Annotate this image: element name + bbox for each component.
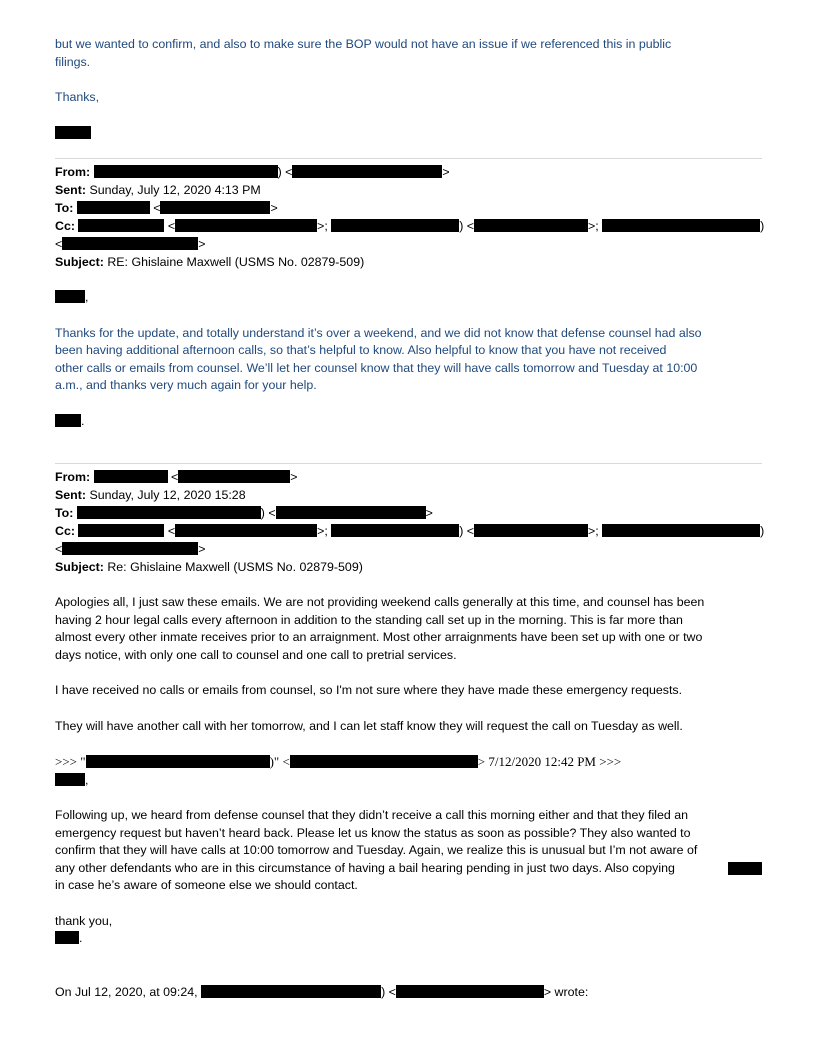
subject-value: RE: Ghislaine Maxwell (USMS No. 02879-509) [107, 255, 365, 269]
signature-redaction-1 [55, 125, 762, 143]
to-row: To: ) < > [55, 506, 433, 520]
header-divider-1 [55, 158, 762, 159]
signature-redaction-3: . [55, 930, 762, 948]
wrote-line: On Jul 12, 2020, at 09:24, ) < > wrote: [55, 984, 589, 999]
redaction-bar [62, 237, 198, 250]
greeting-redaction-1: , [55, 289, 762, 307]
redaction-bar [175, 219, 317, 232]
redaction-bar [602, 524, 760, 537]
from-row: From: < > [55, 470, 298, 484]
email-header-2 [55, 468, 765, 576]
subject-row: Subject: RE: Ghislaine Maxwell (USMS No. 02879-509) [55, 255, 365, 269]
sent-row: Sent: Sunday, July 12, 2020 15:28 [55, 488, 246, 502]
signature-redaction-2: . [55, 413, 762, 431]
redaction-bar [77, 506, 261, 519]
cc-row: Cc: < >; ) < >; ) [55, 524, 765, 538]
sent-value: Sunday, July 12, 2020 15:28 [89, 488, 246, 502]
bop-reply-body: Apologies all, I just saw these emails. We are not providing weekend calls generally at this time, and counsel has been having 2 hour legal calls every afternoon in addition to the standing call set up in the morning. This is far more than almost every other inmate receives prior to an arraignment. Most other arraignments have been set up with one or two days notice, with only one call to counsel and one call to pretrial services. I have received no calls or emails from counsel, so I'm not sure where they have made these emergency requests. They will have another call with her tomorrow, and I can let staff know they will request the call on Tuesday as well. [55, 595, 705, 733]
redaction-bar [94, 470, 168, 483]
redaction-bar [55, 931, 79, 944]
redaction-bar [292, 165, 442, 178]
redaction-bar [78, 219, 164, 232]
redaction-bar [474, 524, 588, 537]
redaction-bar [86, 755, 270, 768]
redaction-bar [290, 755, 478, 768]
to-row: To: < > [55, 201, 278, 215]
redaction-bar [201, 985, 381, 998]
quoted-body: Following up, we heard from defense counsel that they didn’t receive a call this morning either and that they filed an emergency request but haven’t heard back. Please let us know the status as soon as possible? They also wanted to confirm that they will have calls at 10:00 tomorrow and Tuesday. Again, we realize this is unusual but I’m not aware of any other defendants who are in this circumstance of having a bail hearing pending in just two days. Also copying in case he’s aware of someone else we should contact. thank you, . [55, 807, 762, 948]
redaction-bar [728, 862, 762, 875]
reply-body-1: Thanks for the update, and totally understand it’s over a weekend, and we did not know that defense counsel had also been having additional afternoon calls, so that’s helpful to know. Also helpful to know that you have not received other calls or emails from counsel. We’ll let her counsel know that they will have calls tomorrow and Tuesday at 10:00 a.m., and thanks very much again for your help. [55, 325, 702, 392]
redaction-bar [55, 773, 85, 786]
header-divider-2 [55, 463, 762, 464]
cc-row-continued: < > [55, 542, 206, 556]
cc-row-continued: < > [55, 237, 206, 251]
sent-value: Sunday, July 12, 2020 4:13 PM [89, 183, 261, 197]
redaction-bar [55, 126, 91, 139]
redaction-bar [331, 524, 459, 537]
redaction-bar [77, 201, 150, 214]
subject-value: Re: Ghislaine Maxwell (USMS No. 02879-509) [107, 560, 363, 574]
redaction-bar [178, 470, 290, 483]
redaction-bar [331, 219, 459, 232]
greeting-redaction-2: , [55, 772, 762, 790]
quoted-header: >>> " )" < > 7/12/2020 12:42 PM >>> [55, 754, 622, 769]
redaction-bar [602, 219, 760, 232]
redaction-bar [94, 165, 278, 178]
redaction-bar [396, 985, 544, 998]
email-header-1 [55, 163, 765, 271]
sent-row: Sent: Sunday, July 12, 2020 4:13 PM [55, 183, 261, 197]
redaction-bar [276, 506, 426, 519]
redaction-bar [62, 542, 198, 555]
intro-line-1: but we wanted to confirm, and also to make sure the BOP would not have an issue if we referenced this in public [55, 37, 672, 51]
redaction-bar [474, 219, 588, 232]
redaction-bar [160, 201, 270, 214]
redaction-bar [55, 290, 85, 303]
thanks-signoff: Thanks, [55, 90, 100, 104]
redaction-bar [55, 414, 81, 427]
cc-row: Cc: < >; ) < >; ) [55, 219, 765, 233]
redaction-bar [175, 524, 317, 537]
intro-line-2: filings. [55, 54, 91, 69]
from-row: From: ) < > [55, 165, 450, 179]
email-document [55, 36, 765, 1001]
redaction-bar [78, 524, 164, 537]
subject-row: Subject: Re: Ghislaine Maxwell (USMS No. 02879-509) [55, 560, 363, 574]
